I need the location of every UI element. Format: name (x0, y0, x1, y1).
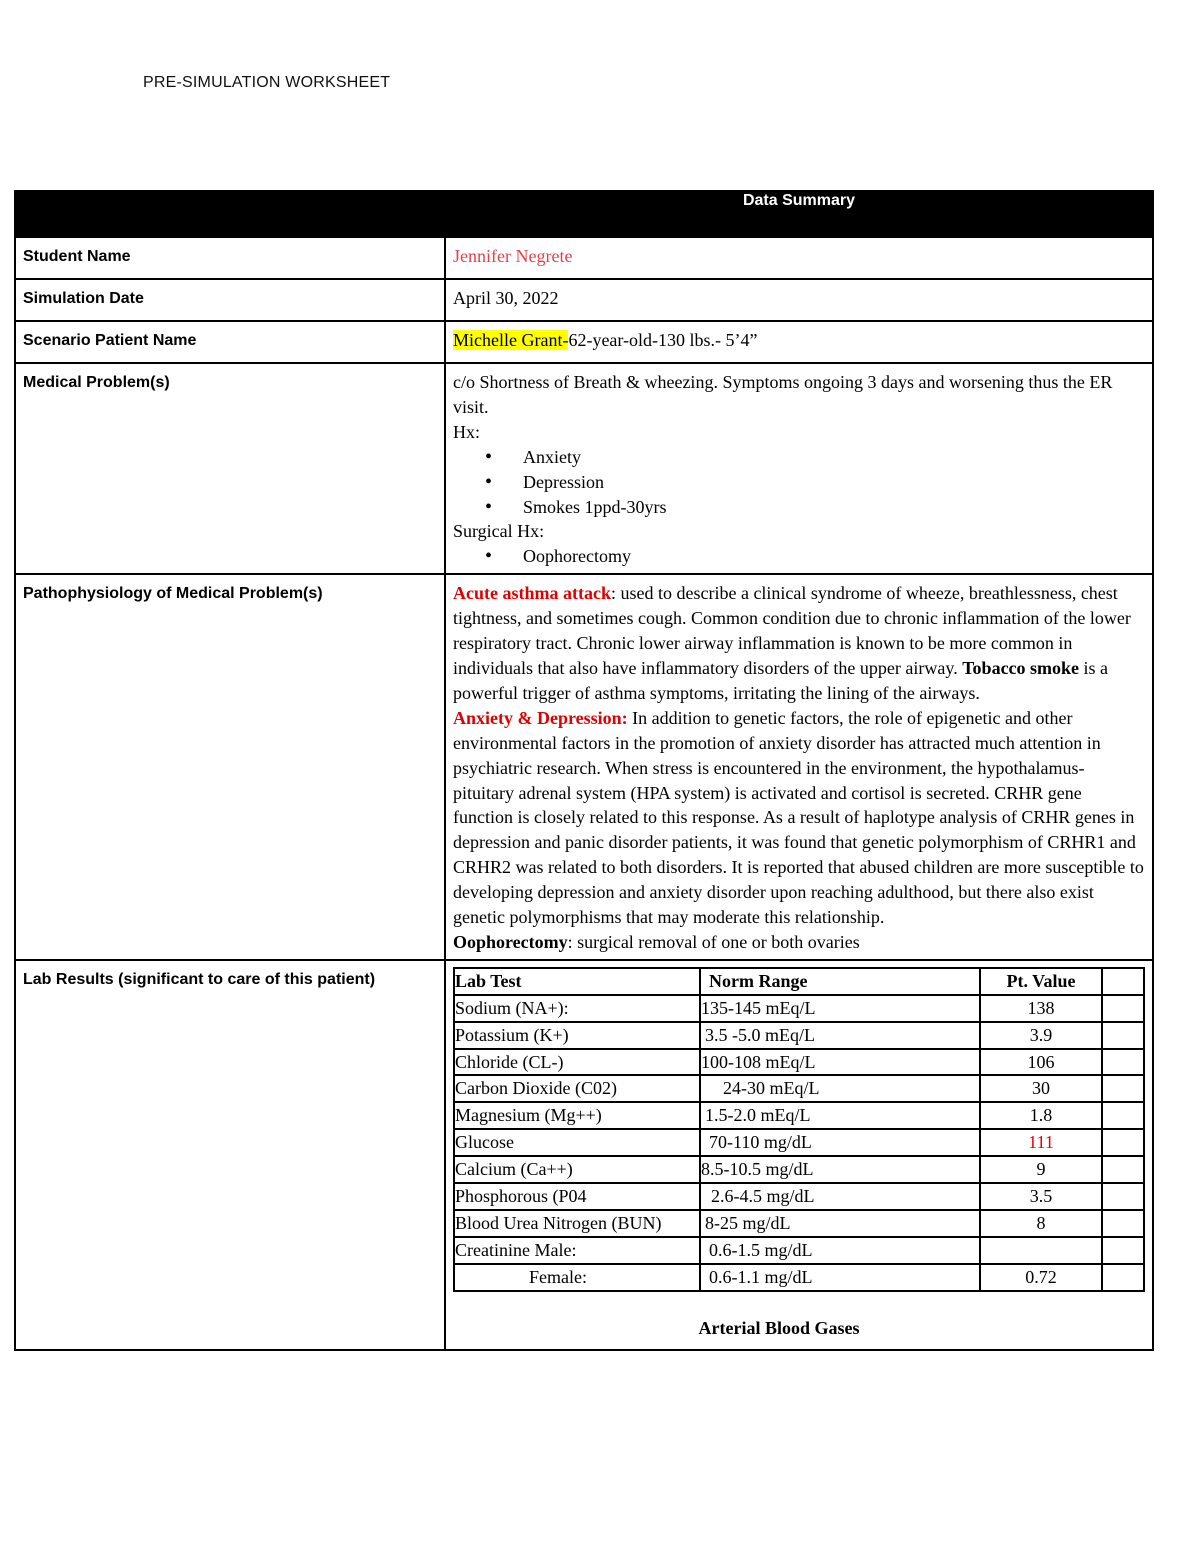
table-row (454, 1210, 1144, 1237)
table-row (454, 1129, 1144, 1156)
lab-range: 8.5-10.5 mg/dL (700, 1156, 980, 1183)
medical-problems-value (446, 364, 1152, 573)
data-summary-table (14, 190, 1154, 1351)
lab-range: 0.6-1.1 mg/dL (700, 1264, 980, 1291)
lab-test: Sodium (NA+): (454, 995, 700, 1022)
surgical-hx-list (453, 544, 1145, 569)
pathophysiology-value (446, 575, 1152, 959)
table-row (454, 1102, 1144, 1129)
table-row (454, 995, 1144, 1022)
asthma-paragraph (453, 581, 1145, 706)
anxiety-text: In addition to genetic factors, the role of epigenetic and other environmental factors in the promotion of anxiety disorder has attracted much attention in psychiatric research. When stress is encountered in the environment, the hypothalamus-pituitary adrenal system (HPA system) is activated and cortisol is secreted. CRHR gene function is closely related to this response. As a result of haplotype analysis of CRHR genes in depression and panic disorder patients, it was found that genetic polymorphism of CRHR1 and CRHR2 was related to both disorders. It is reported that abused children are more susceptible to developing depression and anxiety disorder upon reaching adulthood, but there also exist genetic polymorphisms that may moderate this relationship. (453, 707, 1144, 928)
pathophysiology-row (15, 574, 1153, 960)
norm-range-header: Norm Range (700, 968, 980, 995)
header-blank-cell (15, 191, 445, 237)
oophorectomy-title: Oophorectomy (453, 931, 568, 952)
medical-problems-label: Medical Problem(s) (23, 374, 170, 391)
hx-list (453, 445, 1145, 520)
patient-details: 62-year-old-130 lbs.- 5’4” (568, 330, 758, 350)
lab-header-row (454, 968, 1144, 995)
lab-results-label: Lab Results (significant to care of this patient) (23, 970, 376, 988)
lab-value: 30 (980, 1075, 1102, 1102)
simulation-date-row (15, 279, 1153, 321)
table-header-row (15, 191, 1153, 237)
patient-name-value (446, 322, 1152, 357)
lab-range: 24-30 mEq/L (700, 1075, 980, 1102)
asthma-text-2: is a powerful trigger of asthma symptoms, irritating the lining of the airways. (453, 657, 1109, 703)
lab-range: 3.5 -5.0 mEq/L (700, 1022, 980, 1049)
table-row (454, 1183, 1144, 1210)
lab-test: Blood Urea Nitrogen (BUN) (454, 1210, 700, 1237)
lab-value (980, 1237, 1102, 1264)
table-row (454, 1237, 1144, 1264)
lab-value: 138 (980, 995, 1102, 1022)
student-name-label: Student Name (23, 248, 131, 265)
lab-value: 0.72 (980, 1264, 1102, 1291)
medical-problems-row (15, 363, 1153, 574)
lab-value-abnormal: 111 (980, 1129, 1102, 1156)
list-item: • Depression (523, 470, 1145, 495)
lab-test: Glucose (454, 1129, 700, 1156)
list-item: • Anxiety (523, 445, 1145, 470)
oophorectomy-text: : surgical removal of one or both ovaries (567, 931, 860, 952)
lab-test: Chloride (CL-) (454, 1049, 700, 1076)
student-name-value: Jennifer Negrete (453, 246, 573, 266)
abg-title: Arterial Blood Gases (698, 1317, 860, 1338)
lab-range: 1.5-2.0 mEq/L (700, 1102, 980, 1129)
pt-value-header: Pt. Value (980, 968, 1102, 995)
lab-range: 2.6-4.5 mg/dL (700, 1183, 980, 1210)
asthma-text-1: : used to describe a clinical syndrome of wheeze, breathlessness, chest tightness, and sometimes cough. Common condition due to chronic inflammation of the lower respiratory tract. Chronic lower airway inflammation is known to be more common in individuals that also have inflammatory disorders of the upper airway. (453, 583, 1131, 678)
lab-test: Creatinine Male: (454, 1237, 700, 1264)
patient-name-row (15, 321, 1153, 363)
surgical-hx-label: Surgical Hx: (453, 521, 545, 542)
lab-value: 8 (980, 1210, 1102, 1237)
hx-label: Hx: (453, 421, 480, 442)
list-item: • Smokes 1ppd-30yrs (523, 495, 1145, 520)
table-title: Data Summary (445, 191, 1153, 237)
table-row (454, 1264, 1144, 1291)
lab-results-row (15, 960, 1153, 1350)
page-header: PRE-SIMULATION WORKSHEET (143, 74, 391, 91)
lab-range: 70-110 mg/dL (700, 1129, 980, 1156)
simulation-date-value: April 30, 2022 (453, 288, 559, 308)
lab-range: 135-145 mEq/L (700, 995, 980, 1022)
lab-value: 3.5 (980, 1183, 1102, 1210)
table-row (454, 1156, 1144, 1183)
lab-test: Carbon Dioxide (C02) (454, 1075, 700, 1102)
lab-results-value (446, 961, 1152, 1349)
lab-test: Female: (454, 1264, 700, 1291)
table-row (454, 1022, 1144, 1049)
chief-complaint: c/o Shortness of Breath & wheezing. Symptoms ongoing 3 days and worsening thus the ER visit. (453, 372, 1113, 417)
oophorectomy-paragraph (453, 930, 1145, 955)
tobacco-smoke: Tobacco smoke (962, 657, 1080, 678)
anxiety-title: Anxiety & Depression: (453, 707, 628, 728)
lab-table (453, 967, 1145, 1292)
lab-test: Calcium (Ca++) (454, 1156, 700, 1183)
student-name-row (15, 237, 1153, 279)
lab-value: 3.9 (980, 1022, 1102, 1049)
patient-name-highlight: Michelle Grant- (453, 330, 569, 350)
simulation-date-label: Simulation Date (23, 290, 144, 307)
pathophysiology-label: Pathophysiology of Medical Problem(s) (23, 585, 323, 603)
patient-name-label: Scenario Patient Name (23, 332, 197, 349)
lab-range: 0.6-1.5 mg/dL (700, 1237, 980, 1264)
anxiety-paragraph (453, 706, 1145, 930)
list-item: • Oophorectomy (523, 544, 1145, 569)
lab-range: 8-25 mg/dL (700, 1210, 980, 1237)
lab-test: Potassium (K+) (454, 1022, 700, 1049)
lab-test: Magnesium (Mg++) (454, 1102, 700, 1129)
lab-test-header: Lab Test (454, 968, 700, 995)
lab-value: 106 (980, 1049, 1102, 1076)
lab-range: 100-108 mEq/L (700, 1049, 980, 1076)
asthma-title: Acute asthma attack (453, 583, 611, 604)
table-row (454, 1049, 1144, 1076)
table-row (454, 1075, 1144, 1102)
lab-value: 1.8 (980, 1102, 1102, 1129)
lab-value: 9 (980, 1156, 1102, 1183)
lab-test: Phosphorous (P04 (454, 1183, 700, 1210)
